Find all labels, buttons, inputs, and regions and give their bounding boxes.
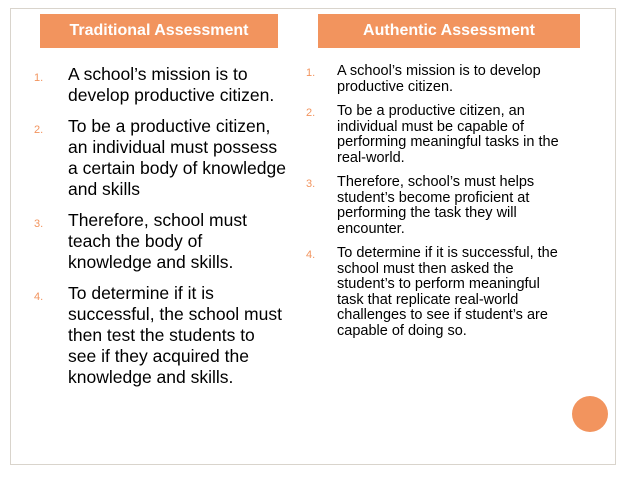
item-number: 1. — [34, 72, 44, 84]
item-text: A school’s mission is to develop productive citizen. — [337, 63, 541, 95]
item-text: Therefore, school must teach the body of knowledge and skills. — [68, 210, 247, 272]
list-item — [34, 210, 286, 273]
item-number: 3. — [306, 178, 316, 190]
item-text: A school’s mission is to develop productive citizen. — [68, 64, 275, 105]
authentic-assessment-header: Authentic Assessment — [318, 14, 580, 48]
list-item — [34, 283, 286, 388]
item-text: To be a productive citizen, an individual must be capable of performing meaningful tasks in the real-world. — [337, 103, 559, 166]
list-item — [34, 64, 286, 106]
item-text: To determine if it is successful, the school must then test the students to see if they acquired the knowledge and skills. — [68, 283, 282, 387]
item-number: 2. — [34, 124, 44, 136]
item-number: 1. — [306, 67, 316, 79]
item-number: 3. — [34, 218, 44, 230]
list-item — [306, 175, 568, 237]
decorative-circle-icon — [572, 396, 608, 432]
traditional-assessment-header: Traditional Assessment — [40, 14, 278, 48]
item-number: 4. — [306, 249, 316, 261]
traditional-assessment-list — [34, 64, 286, 398]
list-item — [34, 116, 286, 200]
list-item — [306, 104, 568, 166]
item-text: To determine if it is successful, the school must then asked the student’s to perform meaningful task that replicate real-world challenges to see if student’s are capable of doing so. — [337, 245, 558, 339]
list-item — [306, 246, 568, 339]
item-text: Therefore, school’s must helps student’s become proficient at performing the task they will encounter. — [337, 174, 535, 237]
list-item — [306, 64, 568, 95]
authentic-assessment-list — [306, 64, 568, 348]
item-number: 4. — [34, 291, 44, 303]
item-text: To be a productive citizen, an individual must possess a certain body of knowledge and skills — [68, 116, 286, 199]
item-number: 2. — [306, 107, 316, 119]
